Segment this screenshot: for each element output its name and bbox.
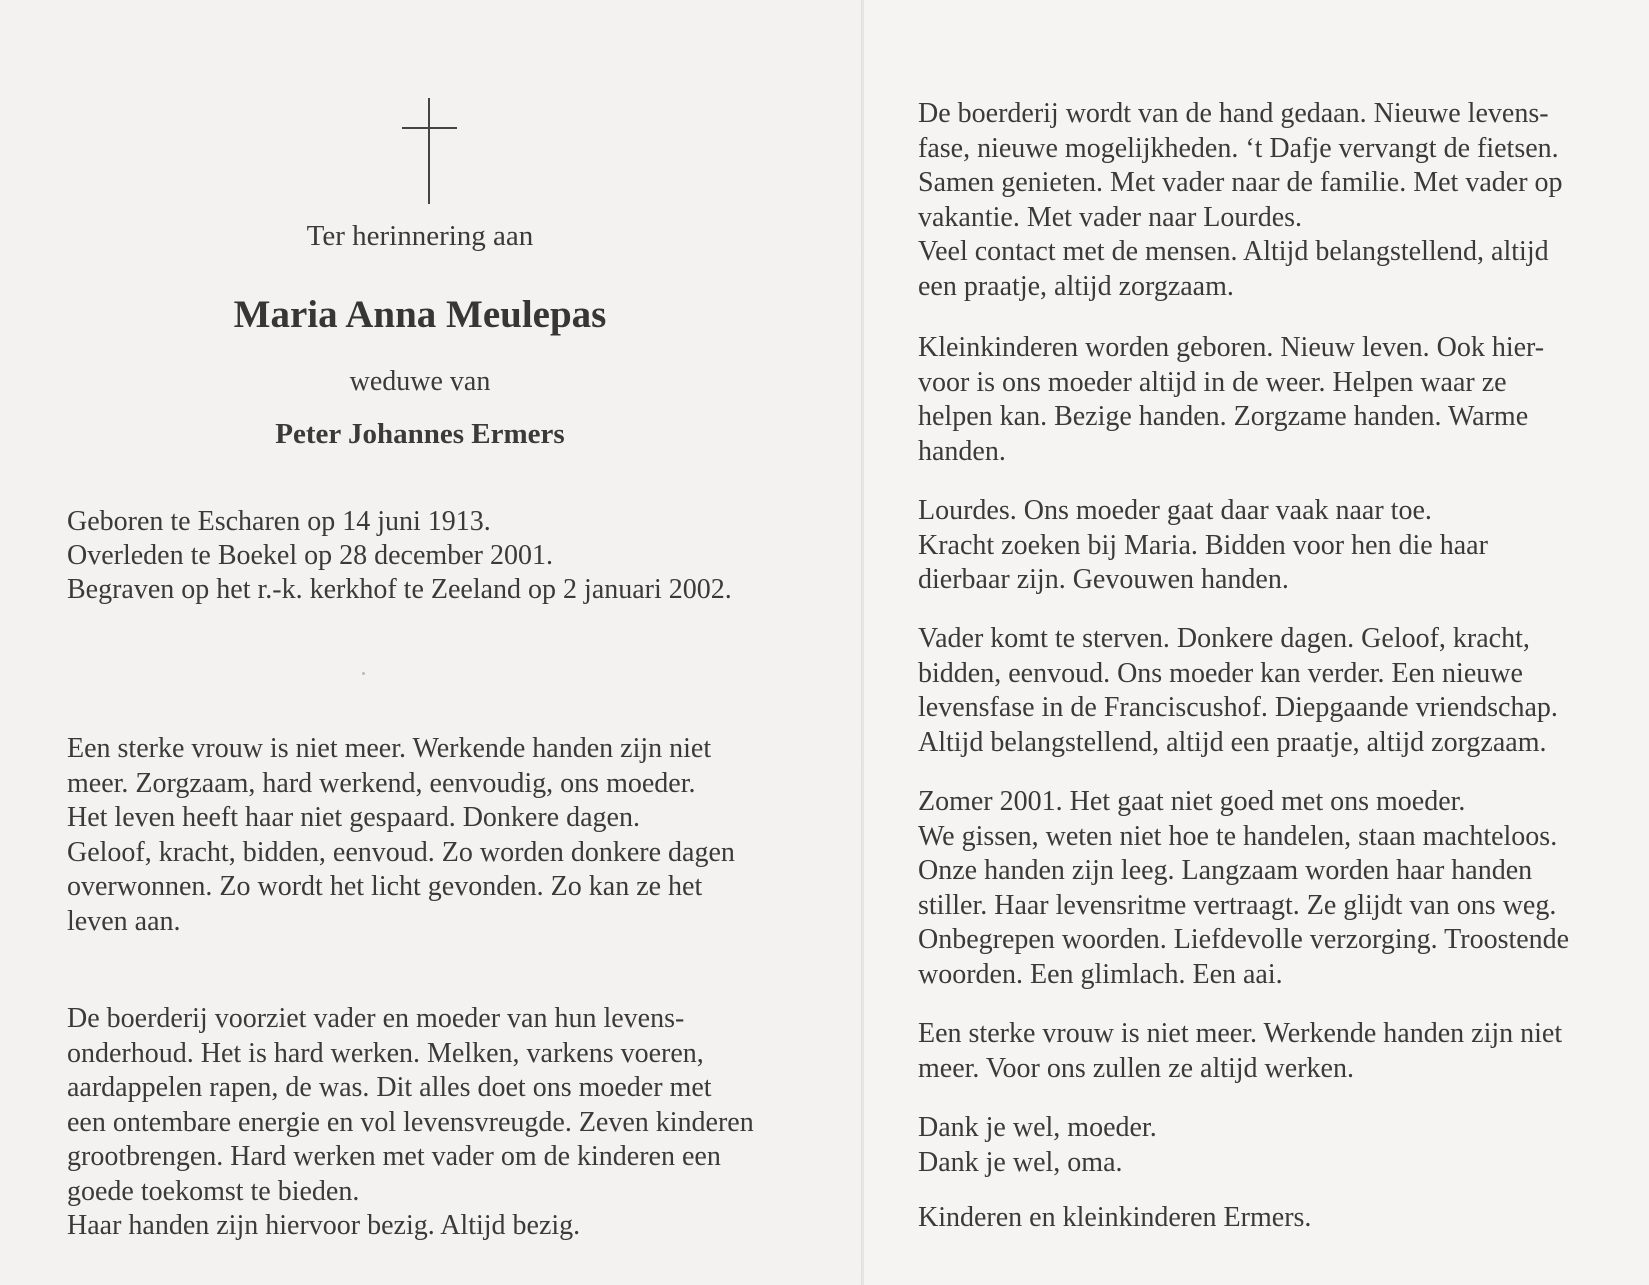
text-line: meer. Voor ons zullen ze altijd werken.	[918, 1052, 1354, 1084]
right-paragraph-2	[918, 331, 1544, 469]
text-line: De boerderij voorziet vader en moeder van hun levens-	[67, 1003, 685, 1034]
text-line: Dank je wel, oma.	[918, 1146, 1123, 1178]
text-line: goede toekomst te bieden.	[67, 1175, 360, 1207]
text-line: handen.	[918, 435, 1006, 467]
text-line: Veel contact met de mensen. Altijd belangstellend, altijd	[918, 236, 1549, 267]
right-paragraph-1	[918, 97, 1563, 304]
text-line: We gissen, weten niet hoe te handelen, staan machteloos.	[918, 820, 1558, 852]
text-line: leven aan.	[67, 905, 181, 937]
text-line: dierbaar zijn. Gevouwen handen.	[918, 564, 1289, 595]
cross-icon	[402, 98, 457, 204]
text-line: Vader komt te sterven. Donkere dagen. Geloof, kracht,	[918, 623, 1530, 654]
left-paragraph-2	[67, 1002, 754, 1244]
deceased-name: Maria Anna Meulepas	[233, 293, 607, 336]
widow-of-text: weduwe van	[349, 366, 491, 397]
text-line: stiller. Haar levensritme vertraagt. Ze glijdt van ons weg.	[918, 889, 1557, 921]
text-line: een praatje, altijd zorgzaam.	[918, 270, 1234, 302]
right-paragraph-6	[918, 1017, 1562, 1086]
text-line: onderhoud. Het is hard werken. Melken, varkens voeren,	[67, 1037, 704, 1069]
right-paragraph-4	[918, 622, 1558, 760]
text-line: Haar handen zijn hiervoor bezig. Altijd bezig.	[67, 1210, 581, 1241]
text-line: Onbegrepen woorden. Liefdevolle verzorging. Troostende	[918, 924, 1570, 955]
paper-speck	[362, 672, 365, 675]
text-line: Zomer 2001. Het gaat niet goed met ons moeder.	[918, 786, 1466, 817]
right-paragraph-5	[918, 785, 1569, 992]
text-line: voor is ons moeder altijd in de weer. Helpen waar ze	[918, 366, 1507, 398]
text-line: meer. Zorgzaam, hard werkend, eenvoudig, ons moeder.	[67, 767, 696, 799]
text-line: Kleinkinderen worden geboren. Nieuw leven. Ook hier-	[918, 332, 1545, 363]
text-line: een ontembare energie en vol levensvreugde. Zeven kinderen	[67, 1106, 754, 1138]
text-line: Een sterke vrouw is niet meer. Werkende handen zijn niet	[67, 733, 712, 764]
text-line: woorden. Een glimlach. Een aai.	[918, 958, 1283, 990]
spouse-name: Peter Johannes Ermers	[275, 418, 565, 450]
text-line: levensfase in de Franciscushof. Diepgaande vriendschap.	[918, 692, 1558, 723]
life-dates	[67, 505, 732, 607]
text-line: vakantie. Met vader naar Lourdes.	[918, 201, 1303, 233]
text-line: aardappelen rapen, de was. Dit alles doet ons moeder met	[67, 1072, 712, 1103]
signature-line	[918, 1201, 1311, 1236]
text-line: Het leven heeft haar niet gespaard. Donkere dagen.	[67, 802, 640, 833]
thank-you-lines	[918, 1111, 1157, 1180]
birth-line: Geboren te Escharen op 14 juni 1913.	[67, 506, 491, 537]
text-line: Geloof, kracht, bidden, eenvoud. Zo worden donkere dagen	[67, 836, 735, 868]
text-line: Dank je wel, moeder.	[918, 1112, 1157, 1143]
right-page	[864, 0, 1649, 1285]
text-line: De boerderij wordt van de hand gedaan. Nieuwe levens-	[918, 98, 1549, 129]
right-paragraph-3	[918, 494, 1488, 598]
death-line: Overleden te Boekel op 28 december 2001.	[67, 540, 553, 571]
left-paragraph-1	[67, 732, 735, 939]
text-line: helpen kan. Bezige handen. Zorgzame handen. Warme	[918, 401, 1529, 432]
text-line: Een sterke vrouw is niet meer. Werkende handen zijn niet	[918, 1018, 1563, 1049]
text-line: Kracht zoeken bij Maria. Bidden voor hen die haar	[918, 529, 1488, 561]
text-line: Altijd belangstellend, altijd een praatje, altijd zorgzaam.	[918, 726, 1547, 758]
text-line: grootbrengen. Hard werken met vader om de kinderen een	[67, 1141, 721, 1172]
intro-text: Ter herinnering aan	[306, 220, 534, 252]
burial-line: Begraven op het r.-k. kerkhof te Zeeland op 2 januari 2002.	[67, 574, 732, 605]
text-line: Samen genieten. Met vader naar de familie. Met vader op	[918, 167, 1563, 198]
text-line: overwonnen. Zo wordt het licht gevonden. Zo kan ze het	[67, 871, 703, 902]
text-line: Kinderen en kleinkinderen Ermers.	[918, 1202, 1312, 1233]
text-line: Lourdes. Ons moeder gaat daar vaak naar toe.	[918, 495, 1432, 526]
text-line: fase, nieuwe mogelijkheden. ‘t Dafje vervangt de fietsen.	[918, 132, 1559, 164]
text-line: Onze handen zijn leeg. Langzaam worden haar handen	[918, 855, 1533, 886]
text-line: bidden, eenvoud. Ons moeder kan verder. Een nieuwe	[918, 657, 1523, 689]
